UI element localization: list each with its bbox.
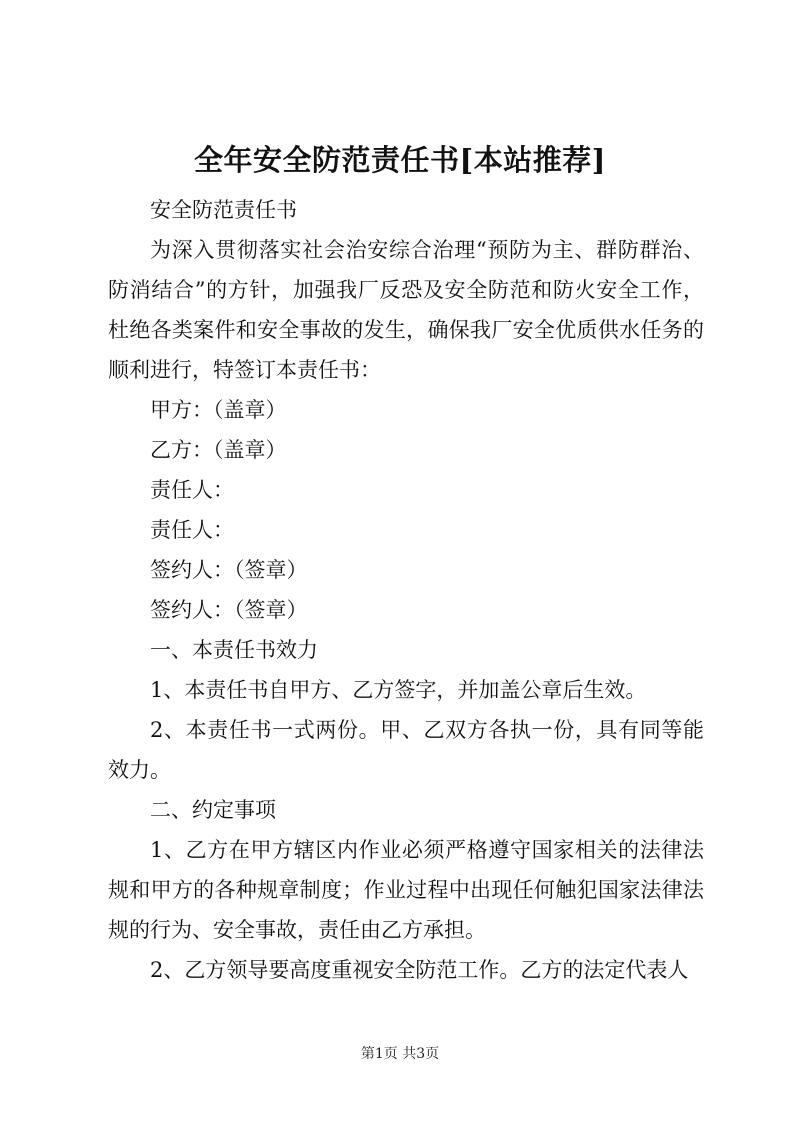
document-title: 全年安全防范责任书[本站推荐] xyxy=(194,143,606,177)
responsible-person-line: 责任人： xyxy=(150,518,234,542)
document-body xyxy=(108,190,704,990)
clause-item: 2、本责任书一式两份。甲、乙双方各执一份，具有同等能效力。 xyxy=(108,718,704,782)
page-number-footer: 第1页 共3页 xyxy=(360,1046,440,1062)
section-heading-validity: 一、本责任书效力 xyxy=(150,638,318,662)
section-heading-agreements: 二、约定事项 xyxy=(150,798,276,822)
signatory-line: 签约人：（签章） xyxy=(150,558,308,582)
clause-item: 2、乙方领导要高度重视安全防范工作。乙方的法定代表人 xyxy=(150,958,689,982)
party-a-line: 甲方：（盖章） xyxy=(150,398,287,422)
signatory-line: 签约人：（签章） xyxy=(150,598,308,622)
responsible-person-line: 责任人： xyxy=(150,478,234,502)
clause-item: 1、乙方在甲方辖区内作业必须严格遵守国家相关的法律法规和甲方的各种规章制度；作业过程中出现任何触犯国家法律法规的行为、安全事故，责任由乙方承担。 xyxy=(108,838,704,942)
party-b-line: 乙方：（盖章） xyxy=(150,438,287,462)
clause-item: 1、本责任书自甲方、乙方签字，并加盖公章后生效。 xyxy=(150,678,647,702)
paragraph-intro: 为深入贯彻落实社会治安综合治理“预防为主、群防群治、防消结合”的方针，加强我厂反恐及安全防范和防火安全工作，杜绝各类案件和安全事故的发生，确保我厂安全优质供水任务的顺利进行，特签订本责任书： xyxy=(108,238,704,382)
paragraph-subtitle: 安全防范责任书 xyxy=(150,198,297,222)
